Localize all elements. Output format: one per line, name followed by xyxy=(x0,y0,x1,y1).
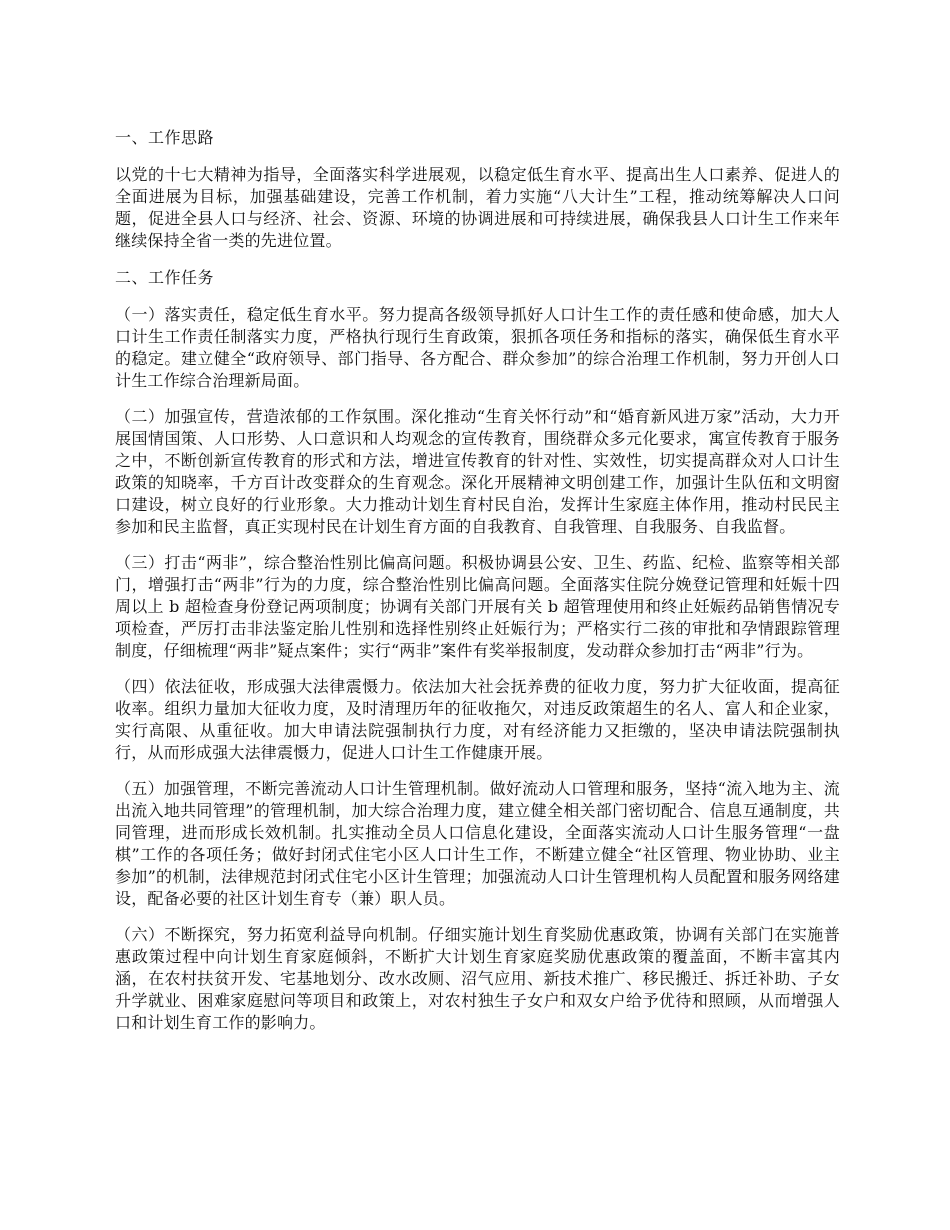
paragraph-work-ideas: 以党的十七大精神为指导，全面落实科学进展观，以稳定低生育水平、提高出生人口素养、促进人的全面进展为目标，加强基础建设，完善工作机制，着力实施“八大计生”工程，推动统筹解决人口问题，促进全县人口与经济、社会、资源、环境的协调进展和可持续进展，确保我县人口计生工作来年继续保持全省一类的先进位置。 xyxy=(115,165,840,250)
paragraph-task-6: （六）不断探究，努力拓宽利益导向机制。仔细实施计划生育奖励优惠政策，协调有关部门在实施普惠政策过程中向计划生育家庭倾斜，不断扩大计划生育家庭奖励优惠政策的覆盖面，不断丰富其内涵，在农村扶贫开发、宅基地划分、改水改厕、沼气应用、新技术推广、移民搬迁、拆迁补助、子女升学就业、困难家庭慰问等项目和政策上，对农村独生子女户和双女户给予优待和照顾，从而增强人口和计划生育工作的影响力。 xyxy=(115,925,840,1032)
paragraph-task-1: （一）落实责任，稳定低生育水平。努力提高各级领导抓好人口计生工作的责任感和使命感，加大人口计生工作责任制落实力度，严格执行现行生育政策，狠抓各项任务和指标的落实，确保低生育水平的稳定。建立健全“政府领导、部门指导、各方配合、群众参加”的综合治理工作机制，努力开创人口计生工作综合治理新局面。 xyxy=(115,305,840,390)
paragraph-task-2: （二）加强宣传，营造浓郁的工作氛围。深化推动“生育关怀行动”和“婚育新风进万家”活动，大力开展国情国策、人口形势、人口意识和人均观念的宣传教育，围绕群众多元化要求，寓宣传教育于服务之中，不断创新宣传教育的形式和方法，增进宣传教育的针对性、实效性，切实提高群众对人口计生政策的知晓率，千方百计改变群众的生育观念。深化开展精神文明创建工作，加强计生队伍和文明窗口建设，树立良好的行业形象。大力推动计划生育村民自治，发挥计生家庭主体作用，推动村民民主参加和民主监督，真正实现村民在计划生育方面的自我教育、自我管理、自我服务、自我监督。 xyxy=(115,407,840,536)
document-page xyxy=(115,126,840,1048)
paragraph-task-3: （三）打击“两非”，综合整治性别比偏高问题。积极协调县公安、卫生、药监、纪检、监察等相关部门，增强打击“两非”行为的力度，综合整治性别比偏高问题。全面落实住院分娩登记管理和妊娠十四周以上 b 超检查身份登记两项制度；协调有关部门开展有关 b 超管理使用和终止妊娠药品销售情况专项检查，严厉打击非法鉴定胎儿性别和选择性别终止妊娠行为；严格实行二孩的审批和孕情跟踪管理制度，仔细梳理“两非”疑点案件；实行“两非”案件有奖举报制度，发动群众参加打击“两非”行为。 xyxy=(115,553,840,660)
section-heading-2: 二、工作任务 xyxy=(115,268,215,287)
section-heading-1: 一、工作思路 xyxy=(115,128,215,147)
paragraph-task-5: （五）加强管理，不断完善流动人口计生管理机制。做好流动人口管理和服务，坚持“流入地为主、流出流入地共同管理”的管理机制，加大综合治理力度，建立健全相关部门密切配合、信息互通制度，共同管理，进而形成长效机制。扎实推动全员人口信息化建设，全面落实流动人口计生服务管理“一盘棋”工作的各项任务；做好封闭式住宅小区人口计生工作，不断建立健全“社区管理、物业协助、业主参加”的机制，法律规范封闭式住宅小区计生管理；加强流动人口计生管理机构人员配置和服务网络建设，配备必要的社区计划生育专（兼）职人员。 xyxy=(115,779,840,908)
paragraph-task-4: （四）依法征收，形成强大法律震慑力。依法加大社会抚养费的征收力度，努力扩大征收面，提高征收率。组织力量加大征收力度，及时清理历年的征收拖欠，对违反政策超生的名人、富人和企业家，实行高限、从重征收。加大申请法院强制执行力度，对有经济能力又拒缴的，坚决申请法院强制执行，从而形成强大法律震慑力，促进人口计生工作健康开展。 xyxy=(115,677,840,762)
